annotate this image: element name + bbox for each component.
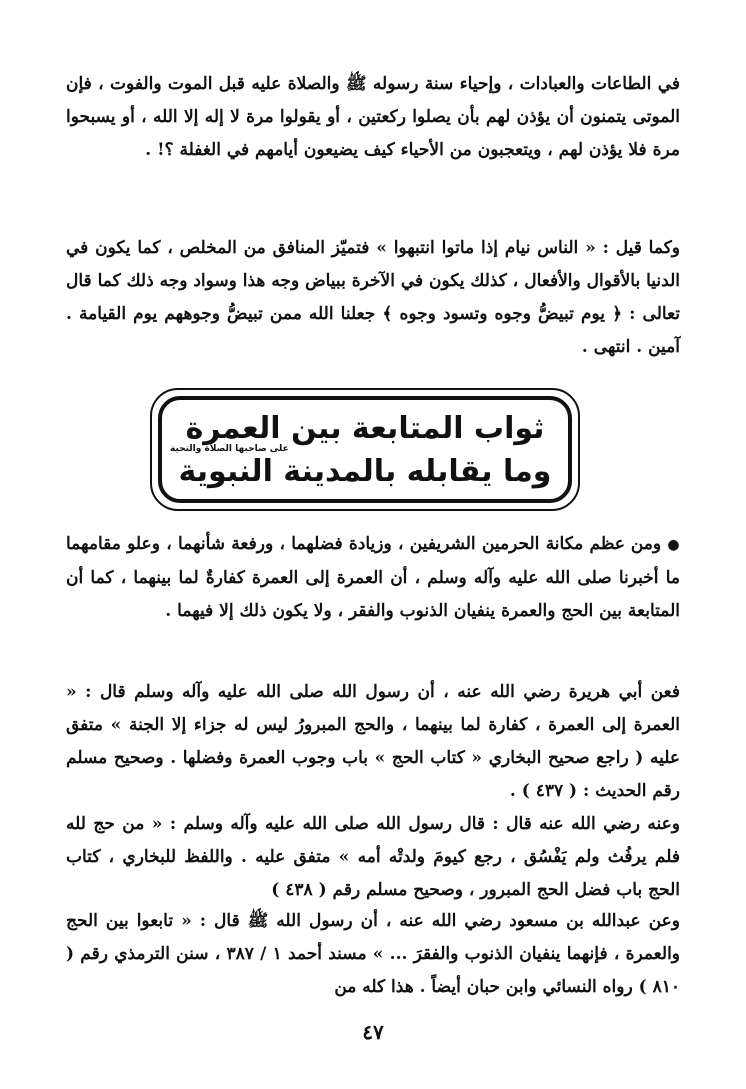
paragraph-text: ومن عظم مكانة الحرمين الشريفين ، وزيادة فضلهما ، ورفعة شأنهما ، وعلو مقامهما ما أخبرنا صلى الله عليه وآله وسلم ، أن العمرة إلى العمرة كفارةٌ لما بينهما ، كما أن المتابعة بين الحج والعمرة ينفيان الذنوب والفقر ، ولا يكون ذلك إلا فيهما . [66, 534, 680, 621]
section-title-line-2: وما يقابله بالمدينة النبوية [178, 454, 552, 489]
paragraph: وعنه رضي الله عنه قال : قال رسول الله صلى الله عليه وآله وسلم : « من حج لله فلم يرفُث ولم يَفْسُق ، رجع كيومَ ولدتْه أمه » متفق عليه . واللفظ للبخاري ، كتاب الحج باب فضل الحج المبرور ، وصحيح مسلم رقم ( ٤٣٨ ) [66, 814, 680, 900]
section-title-inner-frame [158, 396, 572, 503]
paragraph: في الطاعات والعبادات ، وإحياء سنة رسوله ﷺ والصلاة عليه قبل الموت والفوت ، فإن الموتى يتمنون أن يؤذن لهم بأن يصلوا ركعتين ، أو يقولوا مرة لا إله إلا الله ، أو يسبحوا مرة فلا يؤذن لهم ، ويتعجبون من الأحياء كيف يضيعون أيامهم في الغفلة ؟! . [66, 74, 680, 160]
page-number: ٤٧ [362, 1020, 384, 1044]
section-title-honorific: على صاحبها الصلاة والتحية [170, 444, 289, 454]
paragraph: وكما قيل : « الناس نيام إذا ماتوا انتبهوا » فتميّز المنافق من المخلص ، كما يكون في الدنيا بالأقوال والأفعال ، كذلك يكون في الآخرة ببياض وجه هذا وسواد وجه ذلك كما قال تعالى : ﴿ يوم تبيضُّ وجوه وتسود وجوه ﴾ جعلنا الله ممن تبيضُّ وجوههم يوم القيامة . آمين . انتهى . [66, 238, 680, 357]
paragraph: فعن أبي هريرة رضي الله عنه ، أن رسول الله صلى الله عليه وآله وسلم قال : « العمرة إلى العمرة ، كفارة لما بينهما ، والحج المبرورُ ليس له جزاء إلا الجنة » متفق عليه ( راجع صحيح البخاري « كتاب الحج » باب وجوب العمرة وفضلها . وصحيح مسلم رقم الحديث : ( ٤٣٧ ) . [66, 682, 680, 801]
section-title-line-1: ثواب المتابعة بين العمرة [185, 411, 545, 446]
section-title-frame [150, 388, 580, 511]
section-title-line-2-wrap [162, 444, 568, 492]
paragraph: وعن عبدالله بن مسعود رضي الله عنه ، أن رسول الله ﷺ قال : « تابعوا بين الحج والعمرة ، فإنهما ينفيان الذنوب والفقرَ ... » مسند أحمد ١ / ٣٨٧ ، سنن الترمذي رقم ( ٨١٠ ) رواه النسائي وابن حبان أيضاً . هذا كله من [66, 911, 680, 997]
bullet-icon: ● [667, 537, 681, 553]
paragraph-bulleted [66, 528, 680, 628]
